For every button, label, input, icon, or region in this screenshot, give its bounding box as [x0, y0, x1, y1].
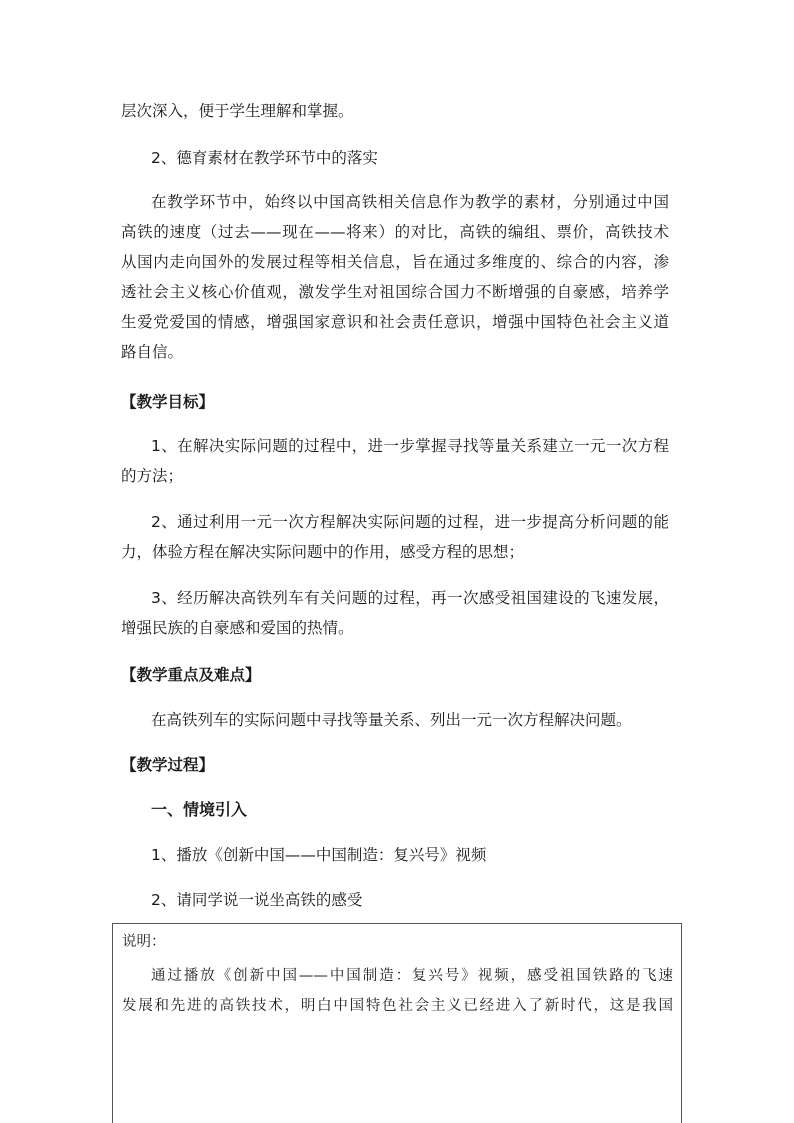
note-label: 说明：	[122, 934, 166, 950]
paragraph-line: 路自信。	[121, 343, 184, 361]
goal-item-2: 2、通过利用一元一次方程解决实际问题的过程，进一步提高分析问题的能	[151, 513, 669, 531]
note-line: 发展和先进的高铁技术，明白中国特色社会主义已经进入了新时代，这是我国	[122, 998, 673, 1014]
key-points-text: 在高铁列车的实际问题中寻找等量关系、列出一元一次方程解决问题。	[151, 711, 632, 729]
paragraph-line: 生爱党爱国的情感，增强国家意识和社会责任意识，增强中国特色社会主义道	[121, 313, 669, 331]
goal-item-2-cont: 力，体验方程在解决实际问题中的作用，感受方程的思想；	[121, 543, 525, 561]
section-heading-key-points: 【教学重点及难点】	[121, 666, 261, 684]
goal-item-1-cont: 的方法；	[121, 467, 184, 485]
paragraph-line: 高铁的速度（过去——现在——将来）的对比，高铁的编组、票价，高铁技术	[121, 223, 669, 241]
note-line: 通过播放《创新中国——中国制造：复兴号》视频，感受祖国铁路的飞速	[151, 968, 673, 984]
paragraph-line: 从国内走向国外的发展过程等相关信息，旨在通过多维度的、综合的内容，渗	[121, 253, 669, 271]
section-heading-teaching-process: 【教学过程】	[121, 756, 215, 774]
paragraph-line: 在教学环节中，始终以中国高铁相关信息作为教学的素材，分别通过中国	[151, 193, 669, 211]
section-heading-teaching-goals: 【教学目标】	[121, 393, 215, 411]
note-box	[112, 923, 682, 1123]
goal-item-1: 1、在解决实际问题的过程中，进一步掌握寻找等量关系建立一元一次方程	[151, 437, 669, 455]
subheading-moral-material: 2、德育素材在教学环节中的落实	[151, 149, 378, 167]
paragraph-line: 透社会主义核心价值观，激发学生对祖国综合国力不断增强的自豪感，培养学	[121, 283, 669, 301]
goal-item-3: 3、经历解决高铁列车有关问题的过程，再一次感受祖国建设的飞速发展，	[151, 589, 669, 607]
process-step-1: 1、播放《创新中国——中国制造：复兴号》视频	[151, 846, 487, 864]
paragraph-continuation: 层次深入，便于学生理解和掌握。	[121, 102, 354, 120]
goal-item-3-cont: 增强民族的自豪感和爱国的热情。	[121, 619, 354, 637]
subheading-scenario-intro: 一、情境引入	[151, 800, 248, 819]
process-step-2: 2、请同学说一说坐高铁的感受	[151, 891, 363, 909]
